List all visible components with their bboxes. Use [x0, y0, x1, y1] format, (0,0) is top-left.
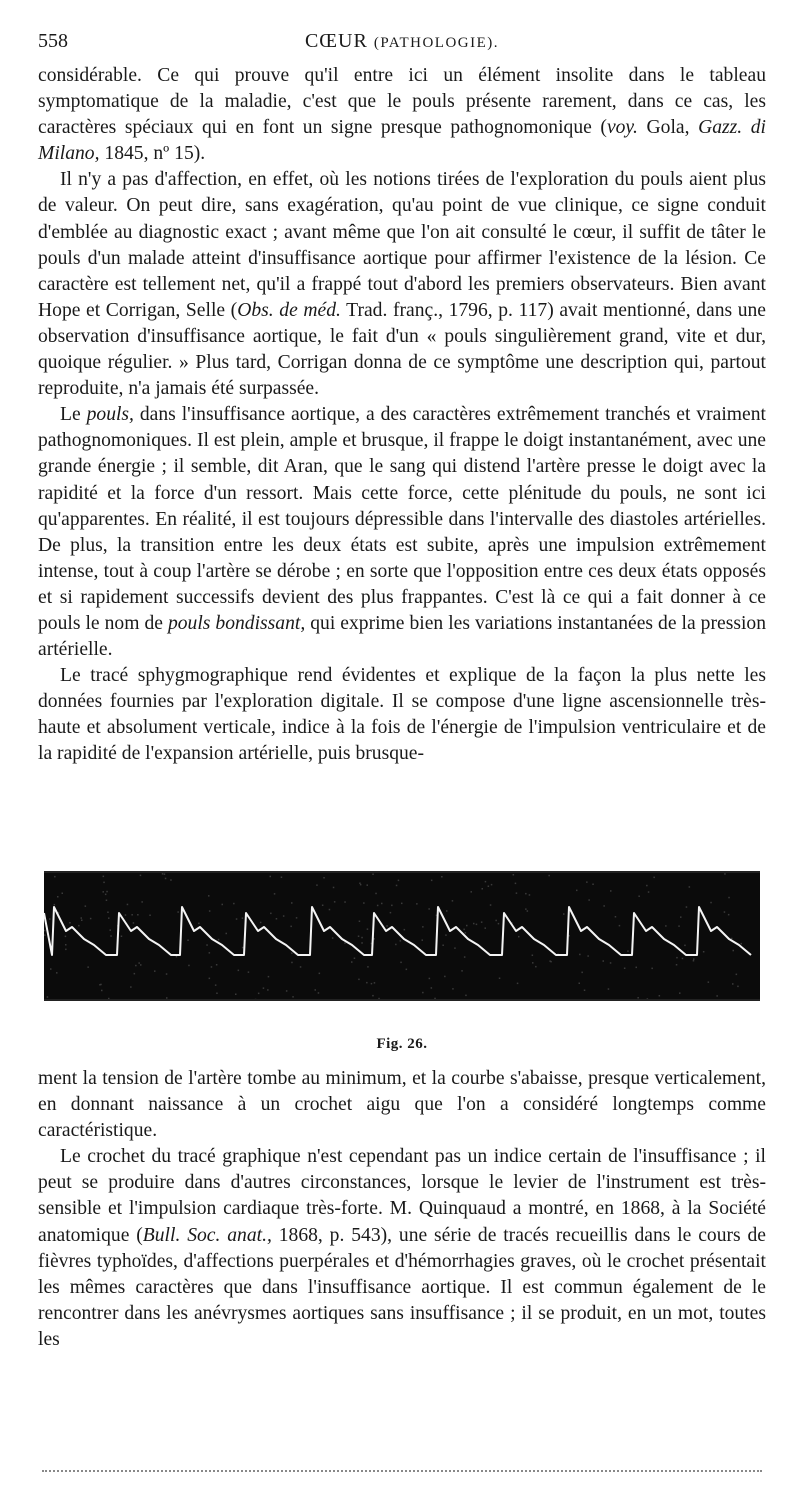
text-run: 1845, nº 15).	[99, 143, 206, 165]
body-text-bottom	[38, 1066, 766, 1353]
page-number: 558	[38, 30, 68, 52]
text-run: ment la tension de l'artère tombe au minimum, et la courbe s'abaisse, presque verticalement, en donnant naissance à un crochet aigu que l'on a considéré longtemps comme caractéristique.	[38, 1068, 766, 1142]
text-run: considérable. Ce qui prouve qu'il entre ici un élément insolite dans le tableau symptomatique de la maladie, c'est que le pouls présente rarement, dans ce cas, les caractères spéciaux qui en font un signe presque pathognomonique (	[38, 65, 766, 139]
text-run: Trad. franç., 1796, p. 117) avait mentionné, dans une observation d'insuffisance aortique, le fait d'un « pouls singulièrement grand, vite et dur, quoique régulier. » Plus tard, Corrigan donna de ce symptôme une description qui, partout reproduite, n'a jamais été surpassée.	[38, 299, 767, 400]
text-run: Il n'y a pas d'affection, en effet, où les notions tirées de l'exploration du pouls aient plus de valeur. On peut dire, sans exagération, qu'au point de vue clinique, ce signe conduit d'emblée au diagnostic exact ; avant même que l'on ait consulté le cœur, il suffit de tâter le pouls d'un malade atteint d'insuffisance aortique pour affirmer l'existence de la lésion. Ce caractère est tellement net, qu'il a frappé tout d'abord les premiers observateurs. Bien avant Hope et Corrigan, Selle (	[38, 169, 766, 321]
figure-caption: Fig. 26.	[376, 1036, 428, 1052]
paragraph	[38, 663, 766, 767]
paragraph	[38, 402, 766, 663]
italic-text: Gazz. di Milano,	[38, 117, 766, 165]
running-title-sub: (PATHOLOGIE).	[373, 35, 500, 51]
pulse-trace-image	[44, 873, 760, 999]
running-title-main: CŒUR	[304, 30, 368, 52]
text-run: Le tracé sphygmographique rend évidentes et explique de la façon la plus nette les données fournies par l'exploration digitale. Il se compose d'une ligne ascensionnelle très-haute et absolument verticale, indice à la fois de l'énergie de l'impulsion ventriculaire et de la rapidité de l'expansion artérielle, puis brusque-	[38, 665, 766, 765]
running-header	[38, 30, 766, 58]
text-run: Gola,	[637, 117, 699, 139]
italic-text: voy.	[606, 117, 638, 139]
text-run: 1868, p. 543), une série de tracés recueillis dans le cours de fièvres typhoïdes, d'affections puerpérales et d'hémorrhagies graves, où le crochet présentait les mêmes caractères que dans l'insuffisance aortique. Il est commun également de le rencontrer dans les anévrysmes aortiques sans insuffisance ; il se produit, en un mot, toutes les	[38, 1224, 766, 1350]
text-run: dans l'insuffisance aortique, a des caractères extrêmement tranchés et vraiment pathognomoniques. Il est plein, ample et brusque, il frappe le doigt instantanément, avec une grande énergie ; il semble, dit Aran, que le sang qui distend l'artère presse le doigt avec la rapidité et la force d'un ressort. Mais cette force, cette plénitude du pouls, ne sont ici qu'apparentes. En réalité, il est toujours dépressible dans l'intervalle des diastoles artérielles. De plus, la transition entre les deux états est subite, après une impulsion extrêmement intense, tout à coup l'artère se dérobe ; en sorte que l'opposition entre ces deux états opposés et si rapidement successifs devient des plus frappantes. C'est là ce qui a fait donner à ce pouls le nom de	[38, 404, 766, 634]
text-run: qui exprime bien les variations instantanées de la pression artérielle.	[38, 612, 766, 661]
running-title	[38, 30, 766, 53]
italic-text: pouls,	[86, 404, 134, 426]
sphygmograph-figure	[44, 871, 760, 1001]
paragraph	[38, 167, 766, 402]
text-run: Le crochet du tracé graphique n'est cependant pas un indice certain de l'insuffisance ; il peut se produire dans d'autres circonstances, lorsque le levier de l'instrument est très-sensible et l'impulsion cardiaque très-forte. M. Quinquaud a montré, en 1868, à la Société anatomique (	[38, 1146, 766, 1246]
paragraph	[38, 1144, 766, 1353]
italic-text: Bull. Soc. anat.,	[142, 1224, 272, 1246]
paragraph	[38, 63, 766, 167]
footer-dotted-rule	[42, 1470, 762, 1472]
italic-text: pouls bondissant,	[167, 612, 306, 634]
text-run: Le	[60, 404, 87, 426]
paragraph	[38, 1066, 766, 1144]
body-text-top	[38, 63, 766, 768]
italic-text: Obs. de méd.	[237, 299, 341, 321]
